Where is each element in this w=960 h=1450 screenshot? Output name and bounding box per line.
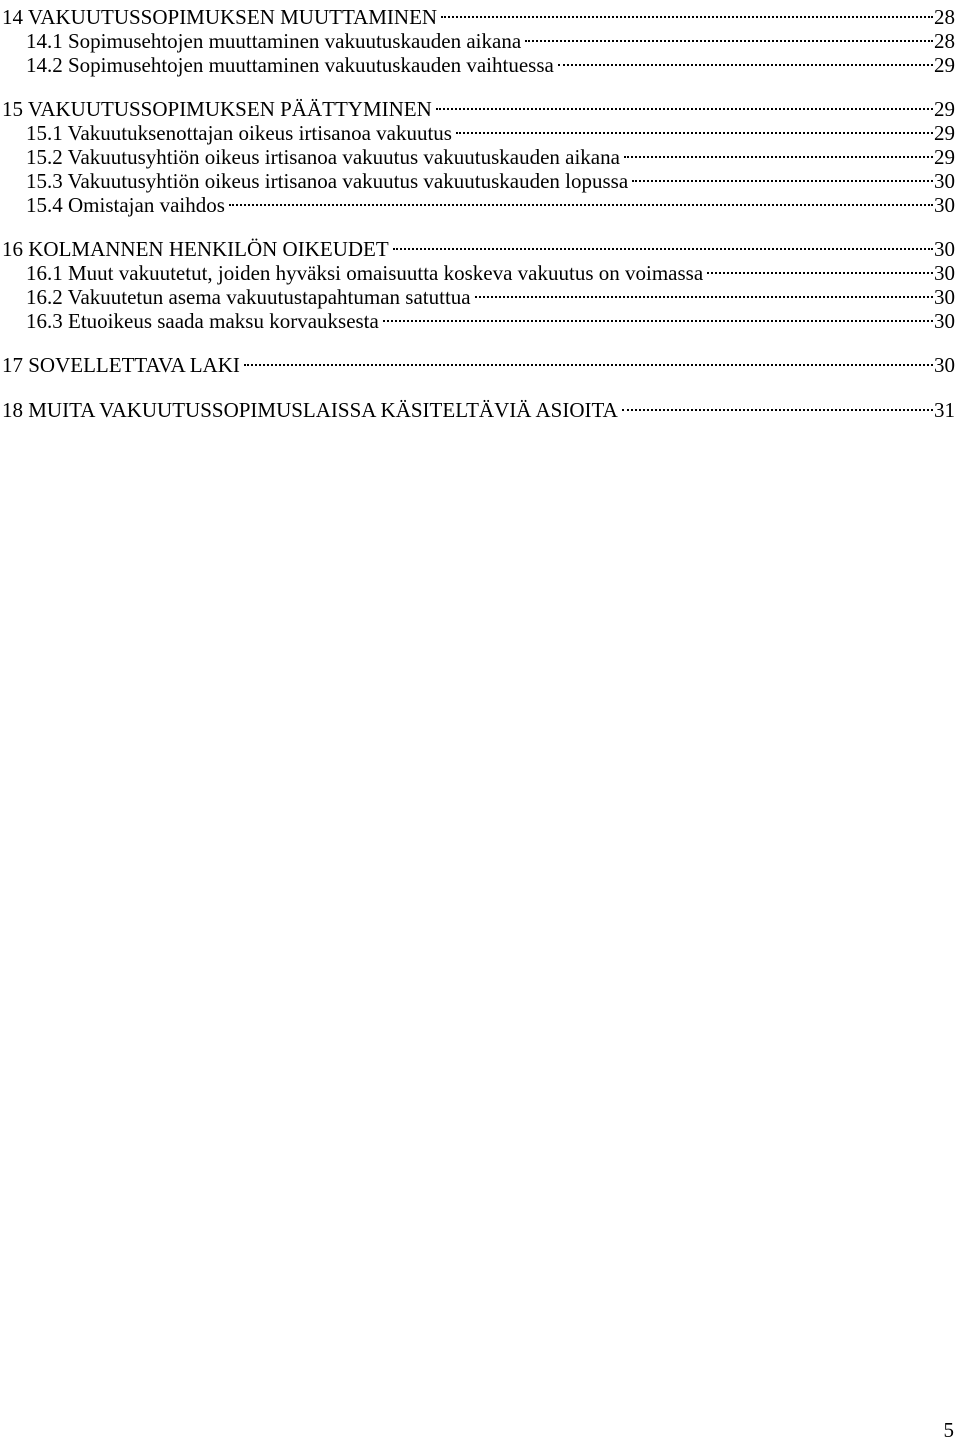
toc-entry-label: 15.3 Vakuutusyhtiön oikeus irtisanoa vakuutus vakuutuskauden lopussa xyxy=(26,169,629,193)
toc-entry-label: 17 SOVELLETTAVA LAKI xyxy=(2,353,240,377)
table-of-contents xyxy=(2,0,955,422)
toc-entry-page: 30 xyxy=(934,309,955,333)
toc-entry-label: 16.2 Vakuutetun asema vakuutustapahtuman satuttua xyxy=(26,285,471,309)
dot-leader xyxy=(558,48,933,72)
toc-entry-label: 16 KOLMANNEN HENKILÖN OIKEUDET xyxy=(2,237,389,261)
dot-leader xyxy=(441,0,933,24)
toc-entry-label: 15.1 Vakuutuksenottajan oikeus irtisanoa vakuutus xyxy=(26,121,452,145)
toc-entry-page: 30 xyxy=(934,261,955,285)
dot-leader xyxy=(624,140,933,164)
dot-leader xyxy=(393,232,933,256)
toc-entry xyxy=(2,348,955,377)
toc-entry-label: 16.1 Muut vakuutetut, joiden hyväksi omaisuutta koskeva vakuutus on voimassa xyxy=(26,261,704,285)
toc-entry-page: 29 xyxy=(934,53,955,77)
toc-entry-page: 29 xyxy=(934,145,955,169)
dot-leader xyxy=(525,24,933,48)
toc-entry xyxy=(2,0,955,29)
toc-entry-page: 29 xyxy=(934,121,955,145)
toc-entry-label: 14.1 Sopimusehtojen muuttaminen vakuutuskauden aikana xyxy=(26,29,522,53)
toc-entry xyxy=(2,393,955,422)
toc-entry-label: 18 MUITA VAKUUTUSSOPIMUSLAISSA KÄSITELTÄVIÄ ASIOITA xyxy=(2,398,618,422)
dot-leader xyxy=(456,116,933,140)
toc-entry-label: 16.3 Etuoikeus saada maksu korvauksesta xyxy=(26,309,379,333)
toc-entry-page: 30 xyxy=(934,169,955,193)
toc-entry-label: 15.4 Omistajan vaihdos xyxy=(26,193,225,217)
toc-entry-page: 31 xyxy=(934,398,955,422)
toc-entry-page: 30 xyxy=(934,193,955,217)
toc-entry-page: 30 xyxy=(934,237,955,261)
toc-entry-label: 14.2 Sopimusehtojen muuttaminen vakuutuskauden vaihtuessa xyxy=(26,53,554,77)
dot-leader xyxy=(229,188,933,212)
page-number: 5 xyxy=(943,1418,954,1442)
dot-leader xyxy=(436,92,933,116)
toc-entry-label: 15.2 Vakuutusyhtiön oikeus irtisanoa vakuutus vakuutuskauden aikana xyxy=(26,145,620,169)
dot-leader xyxy=(707,256,933,280)
dot-leader xyxy=(622,393,933,417)
dot-leader xyxy=(244,348,933,372)
toc-entry-page: 30 xyxy=(934,285,955,309)
toc-entry-page: 30 xyxy=(934,353,955,377)
toc-entry-page: 28 xyxy=(934,5,955,29)
toc-entry-label: 14 VAKUUTUSSOPIMUKSEN MUUTTAMINEN xyxy=(2,5,438,29)
dot-leader xyxy=(383,304,933,328)
toc-entry xyxy=(2,232,955,261)
toc-entry-label: 15 VAKUUTUSSOPIMUKSEN PÄÄTTYMINEN xyxy=(2,97,432,121)
toc-entry-page: 28 xyxy=(934,29,955,53)
toc-entry-page: 29 xyxy=(934,97,955,121)
dot-leader xyxy=(632,164,933,188)
toc-entry xyxy=(2,92,955,121)
dot-leader xyxy=(475,280,933,304)
